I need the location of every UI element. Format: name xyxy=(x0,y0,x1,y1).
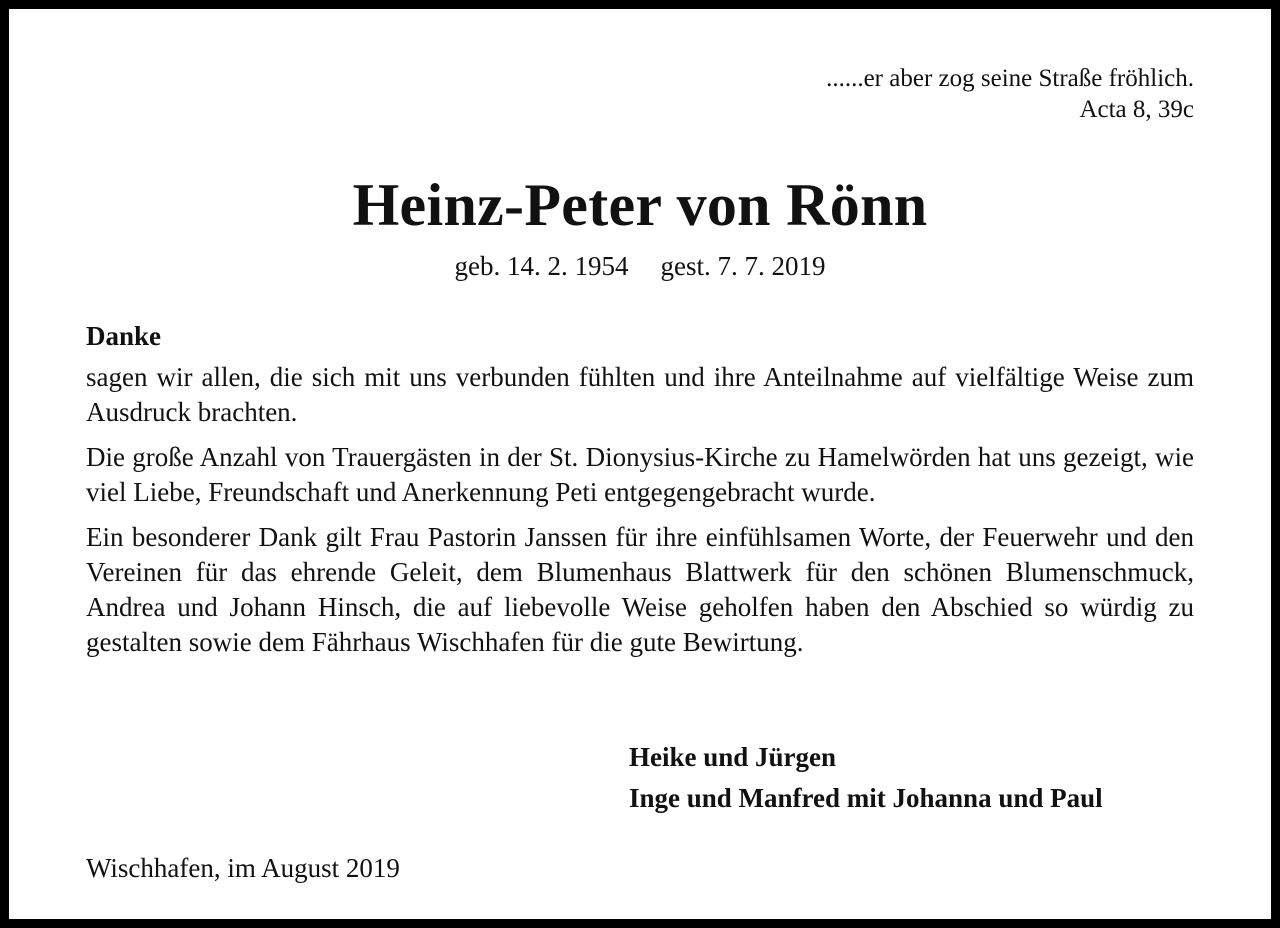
thanks-heading: Danke xyxy=(86,321,162,351)
death-date: gest. 7. 7. 2019 xyxy=(660,251,826,281)
thanks-paragraph-2: Die große Anzahl von Trauergästen in der St. Dionysius-Kirche zu Hamelwörden hat uns gezeigt, wie viel Liebe, Freundschaft und Anerkennung Peti entgegengebracht wurde. xyxy=(86,442,1194,507)
epigraph-reference: Acta 8, 39c xyxy=(1079,96,1194,123)
life-dates xyxy=(9,249,1271,283)
signature-line-1: Heike und Jürgen xyxy=(629,742,837,772)
epigraph xyxy=(826,63,1194,125)
thanks-paragraph-3: Ein besonderer Dank gilt Frau Pastorin Janssen für ihre einfühlsamen Worte, der Feuerwehr und den Vereinen für das ehrende Geleit, dem Blumenhaus Blattwerk für den schönen Blumenschmuck, Andrea und Johann Hinsch, die auf liebevolle Weise geholfen haben den Abschied so würdig zu gestalten sowie dem Fährhaus Wischhafen für die gute Bewirtung. xyxy=(86,522,1194,657)
birth-date: geb. 14. 2. 1954 xyxy=(454,251,629,281)
signatures xyxy=(629,737,1103,819)
signature-line-2: Inge und Manfred mit Johanna und Paul xyxy=(629,783,1103,813)
thanks-paragraph-1: sagen wir allen, die sich mit uns verbunden fühlten und ihre Anteilnahme auf vielfältige Weise zum Ausdruck brachten. xyxy=(86,362,1194,427)
epigraph-quote: ......er aber zog seine Straße fröhlich. xyxy=(826,65,1194,92)
place-and-date: Wischhafen, im August 2019 xyxy=(86,853,400,883)
deceased-name: Heinz-Peter von Rönn xyxy=(352,172,928,238)
thanks-message xyxy=(86,319,1194,670)
